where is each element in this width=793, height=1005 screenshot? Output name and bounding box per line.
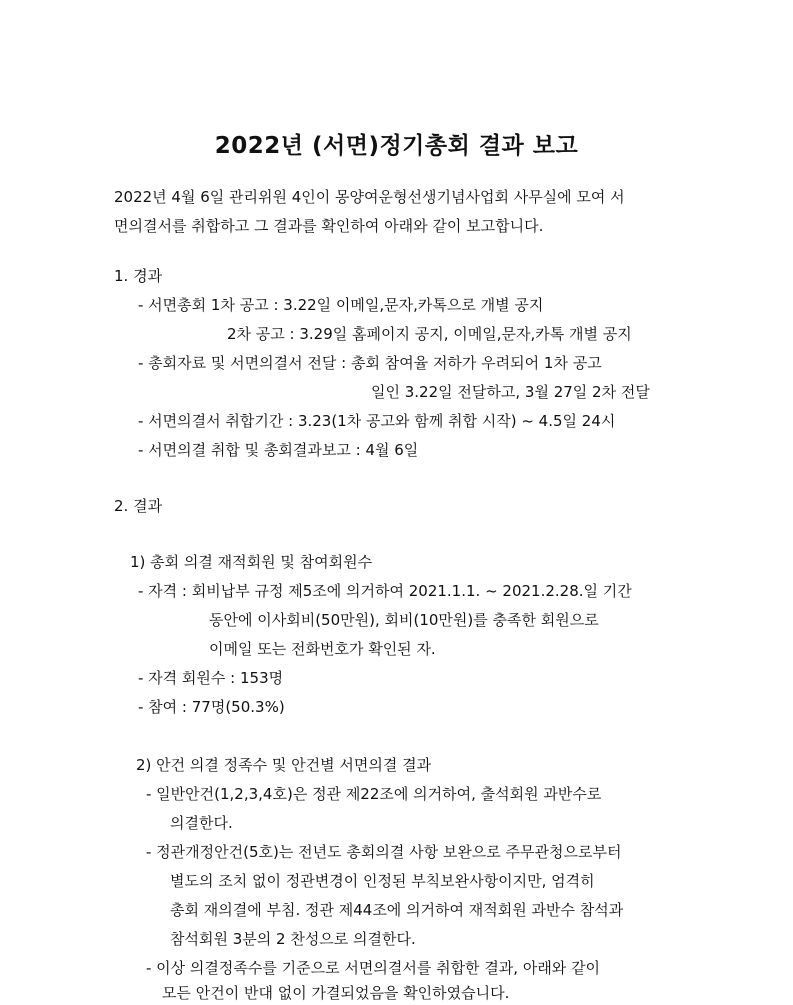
document-title: 2022년 (서면)정기총회 결과 보고 (214, 133, 579, 159)
list-item-continuation: 일인 3.22일 전달하고, 3월 27일 2차 전달 (371, 383, 650, 401)
subsection-heading: 2) 안건 의결 정족수 및 안건별 서면의결 결과 (136, 756, 432, 774)
list-item: - 정관개정안건(5호)는 전년도 총회의결 사항 보완으로 주무관청으로부터 (146, 843, 622, 861)
list-item: - 서면의결서 취합기간 : 3.23(1차 공고와 함께 취합 시작) ~ 4.5일 24시 (138, 412, 616, 430)
list-item: - 서면의결 취합 및 총회결과보고 : 4월 6일 (138, 441, 419, 459)
list-item-continuation: 모든 안건이 반대 없이 가결되었음을 확인하였습니다. (162, 984, 510, 1002)
subsection-heading: 1) 총회 의결 재적회원 및 참여회원수 (130, 553, 373, 571)
list-item: - 서면총회 1차 공고 : 3.22일 이메일,문자,카톡으로 개별 공지 (138, 296, 544, 314)
list-item-continuation: 동안에 이사회비(50만원), 회비(10만원)를 충족한 회원으로 (209, 611, 599, 629)
intro-line: 면의결서를 취합하고 그 결과를 확인하여 아래와 같이 보고합니다. (114, 217, 544, 235)
list-item-continuation: 총회 재의결에 부침. 정관 제44조에 의거하여 재적회원 과반수 참석과 (170, 901, 624, 919)
list-item: - 총회자료 및 서면의결서 전달 : 총회 참여율 저하가 우려되어 1차 공고 (138, 354, 602, 372)
section-heading: 2. 결과 (114, 497, 163, 515)
list-item: - 자격 : 회비납부 규정 제5조에 의거하여 2021.1.1. ~ 2021.2.28.일 기간 (138, 582, 632, 600)
section-heading: 1. 경과 (114, 267, 163, 285)
list-item-continuation: 별도의 조치 없이 정관변경이 인정된 부칙보완사항이지만, 엄격히 (170, 872, 595, 890)
intro-line: 2022년 4월 6일 관리위원 4인이 몽양여운형선생기념사업회 사무실에 모여 서 (114, 188, 625, 206)
list-item-continuation: 의결한다. (170, 814, 233, 832)
list-item: - 자격 회원수 : 153명 (138, 669, 284, 687)
list-item-continuation: 이메일 또는 전화번호가 확인된 자. (209, 640, 436, 658)
list-item: - 일반안건(1,2,3,4호)은 정관 제22조에 의거하여, 출석회원 과반수로 (146, 785, 602, 803)
list-item: - 참여 : 77명(50.3%) (138, 698, 285, 716)
list-item-continuation: 참석회원 3분의 2 찬성으로 의결한다. (170, 930, 416, 948)
list-item-continuation: 2차 공고 : 3.29일 홈페이지 공지, 이메일,문자,카톡 개별 공지 (227, 325, 632, 343)
list-item: - 이상 의결정족수를 기준으로 서면의결서를 취합한 결과, 아래와 같이 (146, 959, 601, 977)
